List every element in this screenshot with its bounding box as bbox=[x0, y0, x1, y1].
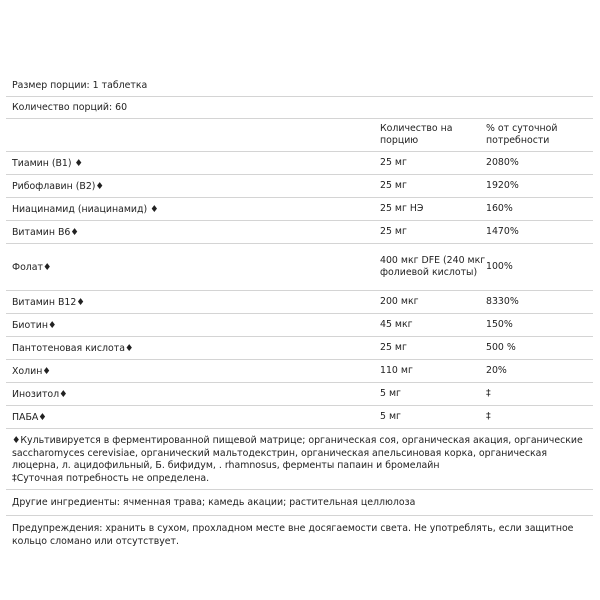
nutrient-dv: 20% bbox=[486, 365, 507, 376]
nutrient-name: ПАБА♦ bbox=[12, 411, 47, 423]
nutrient-name: Пантотеновая кислота♦ bbox=[12, 342, 134, 354]
table-row bbox=[6, 337, 593, 360]
nutrient-dv: 500 % bbox=[486, 342, 516, 353]
table-row bbox=[6, 221, 593, 244]
nutrient-dv: 160% bbox=[486, 203, 513, 214]
header-amount: Количество на порцию bbox=[380, 123, 453, 146]
nutrient-amount: 400 мкг DFE (240 мкг фолиевой кислоты) bbox=[380, 255, 486, 278]
nutrient-name: Фолат♦ bbox=[12, 261, 52, 273]
nutrient-table bbox=[6, 152, 593, 429]
footnote-fermented: ♦Культивируется в ферментированной пищевой матрице; органическая соя, органическая акация, органические saccharomyces cerevisiae, органический мальтодекстрин, органическая апельсиновая корка, органическая люцерна, л. ацидофильный, Б. бифидум, . rhamnosus, ферменты папаин и бромелайн bbox=[12, 435, 583, 471]
nutrient-amount: 5 мг bbox=[380, 411, 401, 422]
footnote-dv-not-established: ‡Суточная потребность не определена. bbox=[12, 472, 210, 484]
nutrient-dv: 150% bbox=[486, 319, 513, 330]
nutrient-amount: 25 мг bbox=[380, 157, 407, 168]
table-row bbox=[6, 198, 593, 221]
nutrient-name: Витамин B6♦ bbox=[12, 226, 79, 238]
nutrient-amount: 25 мг bbox=[380, 342, 407, 353]
nutrient-name: Витамин B12♦ bbox=[12, 296, 85, 308]
nutrient-dv: 100% bbox=[486, 261, 513, 272]
table-row bbox=[6, 175, 593, 198]
nutrient-name: Ниацинамид (ниацинамид) ♦ bbox=[12, 203, 159, 215]
table-row bbox=[6, 244, 593, 291]
table-row bbox=[6, 314, 593, 337]
nutrient-name: Биотин♦ bbox=[12, 319, 57, 331]
nutrient-name: Инозитол♦ bbox=[12, 388, 68, 400]
nutrient-dv: 1920% bbox=[486, 180, 519, 191]
nutrient-name: Холин♦ bbox=[12, 365, 51, 377]
warnings: Предупреждения: хранить в сухом, прохладном месте вне досягаемости света. Не употреблять, если защитное кольцо сломано или отсутствует. bbox=[6, 515, 593, 548]
nutrient-dv: 2080% bbox=[486, 157, 519, 168]
table-row bbox=[6, 360, 593, 383]
supplement-facts-panel bbox=[6, 75, 593, 548]
nutrient-dv: 8330% bbox=[486, 296, 519, 307]
table-header bbox=[6, 119, 593, 152]
nutrient-name: Рибофлавин (B2)♦ bbox=[12, 180, 104, 192]
nutrient-amount: 110 мг bbox=[380, 365, 413, 376]
nutrient-amount: 25 мг bbox=[380, 226, 407, 237]
nutrient-amount: 25 мг bbox=[380, 180, 407, 191]
other-ingredients: Другие ингредиенты: ячменная трава; камедь акации; растительная целлюлоза bbox=[6, 489, 593, 509]
nutrient-name: Тиамин (B1) ♦ bbox=[12, 157, 83, 169]
servings-count: Количество порций: 60 bbox=[6, 97, 593, 119]
nutrient-amount: 5 мг bbox=[380, 388, 401, 399]
table-row bbox=[6, 406, 593, 429]
nutrient-amount: 45 мкг bbox=[380, 319, 413, 330]
nutrient-dv: ‡ bbox=[486, 388, 491, 399]
header-daily-value: % от суточной потребности bbox=[486, 123, 558, 146]
nutrient-dv: ‡ bbox=[486, 411, 491, 422]
nutrient-amount: 25 мг НЭ bbox=[380, 203, 424, 214]
nutrient-dv: 1470% bbox=[486, 226, 519, 237]
footnotes bbox=[6, 429, 593, 485]
table-row bbox=[6, 383, 593, 406]
serving-size: Размер порции: 1 таблетка bbox=[6, 75, 593, 97]
nutrient-amount: 200 мкг bbox=[380, 296, 419, 307]
table-row bbox=[6, 291, 593, 314]
table-row bbox=[6, 152, 593, 175]
